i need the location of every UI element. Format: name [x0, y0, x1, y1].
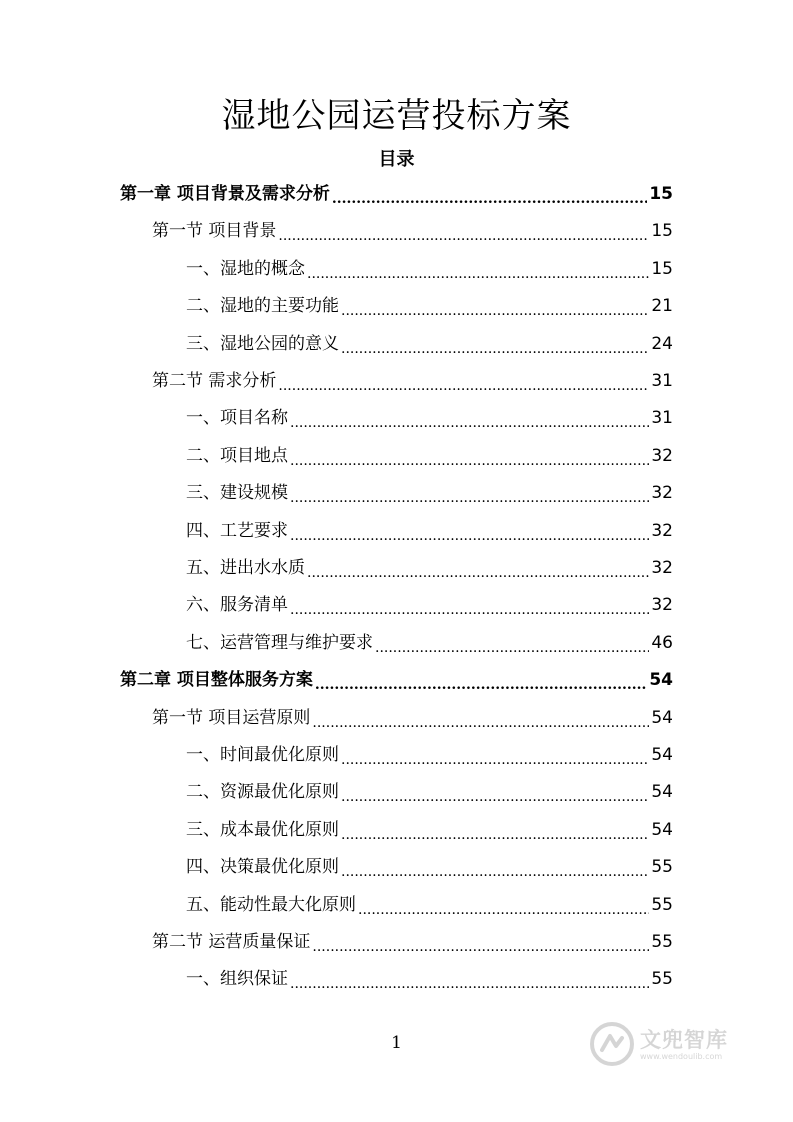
- toc-entry-page: 55: [651, 894, 673, 915]
- toc-entry[interactable]: [152, 700, 673, 737]
- toc-entry[interactable]: [152, 363, 673, 400]
- toc-entry-page: 32: [651, 445, 673, 466]
- toc-entry-label: 第一节 项目运营原则: [152, 707, 311, 728]
- toc-entry[interactable]: [186, 849, 673, 886]
- toc-dot-leader: [375, 625, 649, 662]
- toc-entry-page: 55: [651, 857, 673, 878]
- toc-entry-label: 四、决策最优化原则: [186, 857, 339, 878]
- toc-entry-page: 21: [651, 296, 673, 317]
- toc-entry-page: 54: [651, 707, 673, 728]
- toc-entry-label: 六、服务清单: [186, 595, 288, 616]
- watermark-icon: [588, 1020, 636, 1068]
- toc-entry[interactable]: [120, 662, 673, 699]
- toc-dot-leader: [278, 213, 649, 250]
- toc-dot-leader: [307, 251, 649, 288]
- toc-entry[interactable]: [152, 924, 673, 961]
- toc-entry-label: 二、湿地的主要功能: [186, 296, 339, 317]
- toc-entry-label: 第二节 需求分析: [152, 371, 277, 391]
- toc-entry-label: 三、成本最优化原则: [186, 819, 339, 840]
- toc-entry-page: 32: [651, 520, 673, 541]
- toc-dot-leader: [278, 363, 649, 400]
- toc-entry-label: 一、项目名称: [186, 408, 288, 429]
- toc-entry-label: 三、建设规模: [186, 483, 288, 504]
- toc-entry[interactable]: [186, 251, 673, 288]
- toc-entry[interactable]: [186, 887, 673, 924]
- watermark-url: www.wendoulib.com: [640, 1052, 723, 1061]
- toc-dot-leader: [315, 662, 647, 699]
- toc-entry-label: 一、时间最优化原则: [186, 745, 339, 765]
- toc-dot-leader: [290, 961, 649, 998]
- toc-dot-leader: [341, 774, 649, 811]
- toc-entry[interactable]: [186, 625, 673, 662]
- toc-entry[interactable]: [186, 326, 673, 363]
- watermark-text: 文兜智库: [640, 1028, 728, 1052]
- page-number: 1: [391, 1033, 402, 1053]
- toc-dot-leader: [341, 849, 649, 886]
- toc-entry-page: 31: [651, 408, 673, 429]
- toc-entry-page: 15: [649, 184, 673, 204]
- toc-entry-page: 54: [651, 745, 673, 765]
- toc-entry-page: 32: [651, 595, 673, 616]
- toc-entry[interactable]: [186, 438, 673, 475]
- toc-entry-page: 46: [651, 632, 673, 653]
- toc-entry[interactable]: [186, 812, 673, 849]
- toc-entry[interactable]: [186, 737, 673, 774]
- toc-entry-page: 54: [651, 782, 673, 803]
- toc-entry-label: 七、运营管理与维护要求: [186, 632, 373, 653]
- toc-dot-leader: [312, 700, 649, 737]
- toc-entry-label: 五、进出水水质: [186, 558, 305, 578]
- toc-entry-label: 一、组织保证: [186, 969, 288, 990]
- toc-entry[interactable]: [120, 176, 673, 213]
- toc-entry-page: 15: [651, 258, 673, 279]
- toc-dot-leader: [341, 326, 649, 363]
- toc-dot-leader: [341, 288, 649, 325]
- toc-entry[interactable]: [152, 213, 673, 250]
- toc-entry-label: 三、湿地公园的意义: [186, 333, 339, 354]
- toc-entry-page: 32: [651, 558, 673, 578]
- toc-entry-page: 31: [651, 371, 673, 391]
- toc-entry-label: 二、项目地点: [186, 445, 288, 466]
- toc-entry-label: 五、能动性最大化原则: [186, 894, 356, 915]
- toc-heading: 目录: [378, 149, 415, 170]
- toc-entry[interactable]: [186, 774, 673, 811]
- toc-dot-leader: [290, 587, 649, 624]
- toc-dot-leader: [290, 475, 649, 512]
- toc-entry-page: 32: [651, 483, 673, 504]
- toc-entry-label: 第一章 项目背景及需求分析: [120, 184, 330, 204]
- toc-entry-page: 55: [651, 969, 673, 990]
- toc-entry[interactable]: [186, 550, 673, 587]
- toc-entry-page: 55: [651, 932, 673, 952]
- toc-dot-leader: [312, 924, 649, 961]
- watermark-logo: [588, 1020, 768, 1072]
- toc-entry-page: 15: [651, 221, 673, 242]
- toc-entry[interactable]: [186, 400, 673, 437]
- document-title: 湿地公园运营投标方案: [221, 96, 572, 136]
- toc-entry-label: 二、资源最优化原则: [186, 782, 339, 803]
- toc-entry-page: 54: [651, 819, 673, 840]
- toc-entry-label: 一、湿地的概念: [186, 258, 305, 279]
- toc-entry-label: 第二章 项目整体服务方案: [120, 670, 313, 691]
- toc-entry-page: 24: [651, 333, 673, 354]
- toc-dot-leader: [358, 887, 649, 924]
- toc-dot-leader: [341, 812, 649, 849]
- toc-entry[interactable]: [186, 961, 673, 998]
- toc-entry-page: 54: [649, 670, 673, 691]
- toc-dot-leader: [341, 737, 649, 774]
- toc-entry[interactable]: [186, 288, 673, 325]
- toc-entry[interactable]: [186, 587, 673, 624]
- toc-entry-label: 第一节 项目背景: [152, 221, 277, 242]
- toc-dot-leader: [332, 176, 647, 213]
- toc-dot-leader: [307, 550, 649, 587]
- toc-dot-leader: [290, 400, 649, 437]
- toc-dot-leader: [290, 438, 649, 475]
- toc-entry-label: 四、工艺要求: [186, 520, 288, 541]
- toc-entry[interactable]: [186, 475, 673, 512]
- toc-dot-leader: [290, 513, 649, 550]
- toc-entry[interactable]: [186, 513, 673, 550]
- toc-entry-label: 第二节 运营质量保证: [152, 932, 311, 952]
